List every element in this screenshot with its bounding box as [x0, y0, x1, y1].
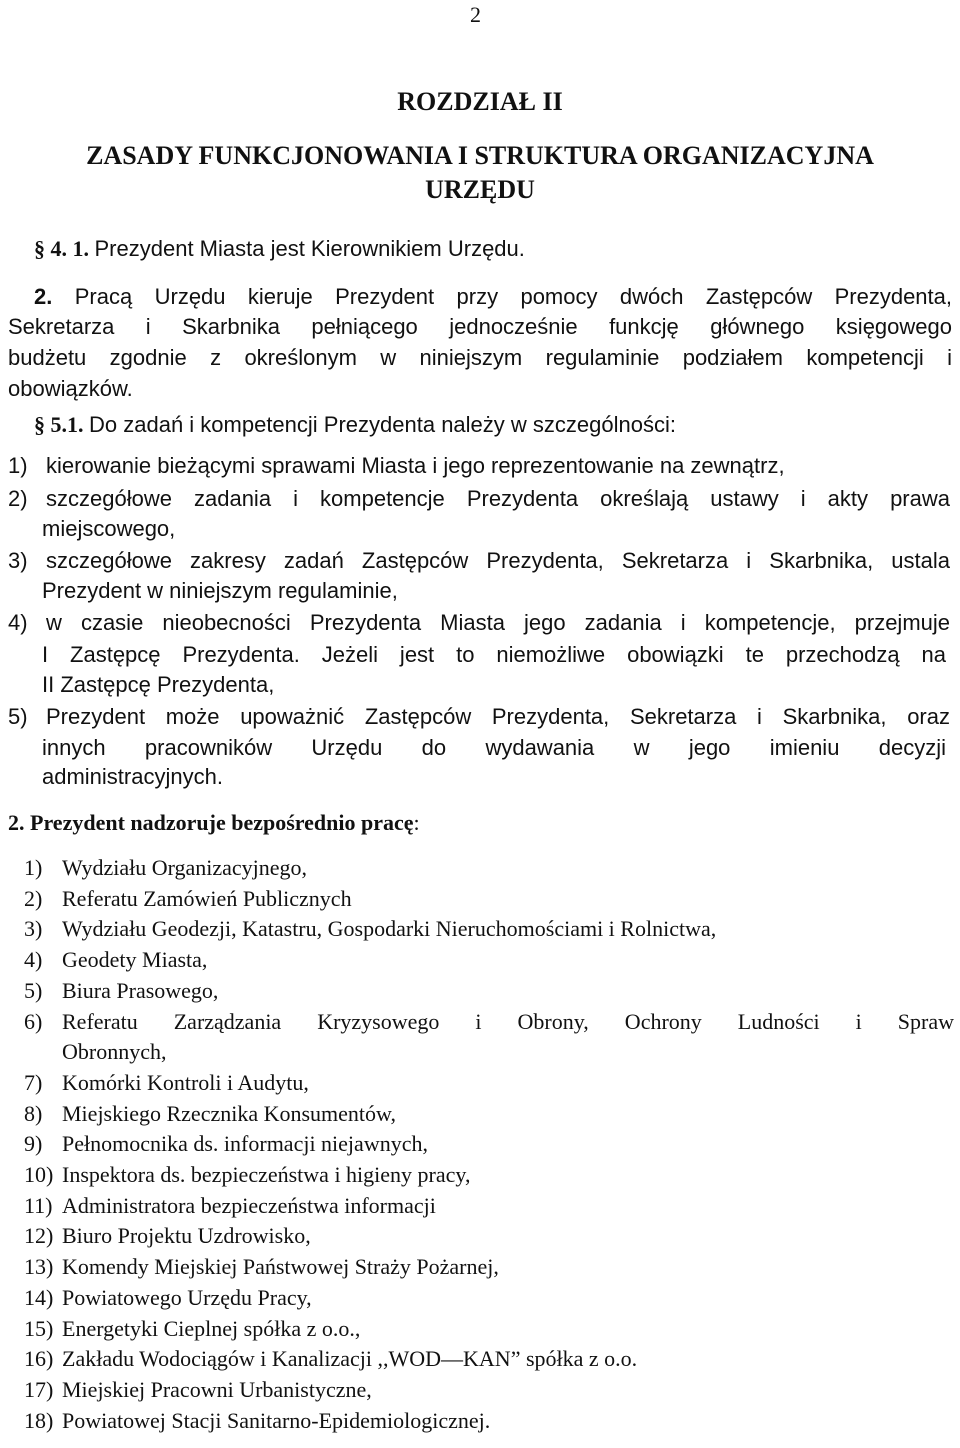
- supervised-unit-text: Inspektora ds. bezpieczeństwa i higieny pracy,: [62, 1162, 471, 1187]
- supervised-unit-number: 18): [24, 1408, 54, 1433]
- duty-item-2-text1: szczegółowe zadania i kompetencje Prezydenta określają ustawy i akty prawa: [46, 486, 950, 511]
- supervised-unit-text: Biuro Projektu Uzdrowisko,: [62, 1223, 311, 1248]
- supervised-unit-text: Energetyki Cieplnej spółka z o.o.,: [62, 1316, 361, 1341]
- section-4-point-2-line4: obowiązków.: [8, 376, 133, 401]
- duty-item-4-text1: w czasie nieobecności Prezydenta Miasta jego zadania i kompetencje, przejmuje: [46, 610, 950, 635]
- supervised-unit-number: 12): [24, 1223, 54, 1248]
- section-4-point-1-text: Prezydent Miasta jest Kierownikiem Urzędu.: [94, 236, 525, 261]
- supervised-unit-text: Biura Prasowego,: [62, 978, 219, 1003]
- section-4-point-1: [34, 234, 525, 264]
- section-5-point-2-number: 2.: [8, 810, 25, 835]
- supervised-unit: [24, 1406, 490, 1436]
- supervised-unit: [24, 1191, 436, 1221]
- duty-item-3: [8, 546, 950, 576]
- supervised-unit-text: Obronnych,: [62, 1039, 167, 1064]
- supervised-unit: [24, 914, 716, 944]
- supervised-unit: [24, 1314, 360, 1344]
- duty-item-2: [8, 484, 952, 514]
- supervised-unit: [24, 1252, 499, 1282]
- supervised-unit-number: 11): [24, 1193, 53, 1218]
- duty-item-2-number: 2): [8, 486, 28, 511]
- supervised-unit: [24, 945, 207, 975]
- supervised-unit-number: 7): [24, 1070, 43, 1095]
- supervised-unit: [24, 1129, 428, 1159]
- supervised-unit: [24, 1099, 396, 1129]
- duty-item-5-text1: Prezydent może upoważnić Zastępców Prezydenta, Sekretarza i Skarbnika, oraz: [46, 704, 950, 729]
- supervised-unit-text: Miejskiej Pracowni Urbanistyczne,: [62, 1377, 372, 1402]
- supervised-unit: [24, 1283, 312, 1313]
- section-5-point-2-colon: :: [413, 810, 420, 835]
- duty-item-5: [8, 702, 950, 732]
- chapter-title: ROZDZIAŁ II: [397, 87, 563, 116]
- supervised-unit-text: Komórki Kontroli i Audytu,: [62, 1070, 309, 1095]
- supervised-unit-number: 4): [24, 947, 43, 972]
- supervised-unit: [24, 1344, 637, 1374]
- duty-item-4: [8, 608, 950, 638]
- section-4-marker: § 4. 1.: [34, 236, 89, 261]
- supervised-unit-number: 8): [24, 1101, 43, 1126]
- supervised-unit: [24, 1160, 470, 1190]
- chapter-subtitle-line2: URZĘDU: [425, 175, 535, 204]
- supervised-unit-continuation: [24, 1037, 166, 1067]
- page-number: 2: [470, 2, 481, 27]
- supervised-unit: [24, 884, 352, 914]
- section-5-intro: Do zadań i kompetencji Prezydenta należy w szczególności:: [89, 412, 676, 437]
- supervised-unit-number: 15): [24, 1316, 54, 1341]
- supervised-unit-number: 6): [24, 1009, 43, 1034]
- section-4-point-2-number: 2.: [34, 284, 53, 309]
- supervised-unit-text: Komendy Miejskiej Państwowej Straży Pożarnej,: [62, 1254, 499, 1279]
- section-4-point-2-line2: Sekretarza i Skarbnika pełniącego jednocześnie funkcję głównego księgowego: [8, 314, 952, 339]
- section-5-marker: § 5.1.: [34, 412, 84, 437]
- duty-item-4-text3: II Zastępcę Prezydenta,: [42, 672, 275, 697]
- duty-item-5-number: 5): [8, 704, 28, 729]
- supervised-unit: [24, 1068, 309, 1098]
- supervised-unit-number: 14): [24, 1285, 54, 1310]
- supervised-unit-text: Wydziału Geodezji, Katastru, Gospodarki Nieruchomościami i Rolnictwa,: [62, 916, 717, 941]
- supervised-unit-number: 13): [24, 1254, 54, 1279]
- supervised-unit-text: Geodety Miasta,: [62, 947, 208, 972]
- supervised-unit-text: Miejskiego Rzecznika Konsumentów,: [62, 1101, 396, 1126]
- duty-item-4-text2: I Zastępcę Prezydenta. Jeżeli jest to niemożliwe obowiązki te przechodzą na: [42, 642, 946, 667]
- supervised-unit-text: Powiatowej Stacji Sanitarno-Epidemiologicznej.: [62, 1408, 491, 1433]
- duty-item-1-number: 1): [8, 453, 28, 478]
- duty-item-5-text3: administracyjnych.: [42, 764, 223, 789]
- duty-item-2-text2: miejscowego,: [42, 516, 176, 541]
- section-4-point-2-text1: Pracą Urzędu kieruje Prezydent przy pomocy dwóch Zastępców Prezydenta,: [74, 284, 952, 309]
- supervised-unit-number: 2): [24, 886, 43, 911]
- supervised-unit: [24, 1007, 954, 1037]
- supervised-unit-number: 1): [24, 855, 43, 880]
- chapter-subtitle-line1: ZASADY FUNKCJONOWANIA I STRUKTURA ORGANIZACYJNA: [86, 141, 874, 170]
- section-5-point-1: [34, 410, 676, 440]
- supervised-unit-text: Pełnomocnika ds. informacji niejawnych,: [62, 1131, 428, 1156]
- supervised-unit: [24, 1221, 311, 1251]
- supervised-unit-text: Referatu Zarządzania Kryzysowego i Obrony, Ochrony Ludności i Spraw: [62, 1009, 954, 1034]
- supervised-unit: [24, 1375, 372, 1405]
- supervised-unit-text: Powiatowego Urzędu Pracy,: [62, 1285, 312, 1310]
- supervised-unit-number: 10): [24, 1162, 54, 1187]
- duty-item-3-text1: szczegółowe zakresy zadań Zastępców Prezydenta, Sekretarza i Skarbnika, ustala: [46, 548, 950, 573]
- supervised-unit-text: Zakładu Wodociągów i Kanalizacji ,,WOD—KAN” spółka z o.o.: [62, 1346, 638, 1371]
- duty-item-3-number: 3): [8, 548, 28, 573]
- section-5-point-2: [8, 808, 420, 838]
- supervised-unit: [24, 853, 307, 883]
- section-4-point-2-line3: budżetu zgodnie z określonym w niniejszym regulaminie podziałem kompetencji i: [8, 345, 952, 370]
- section-5-point-2-heading: Prezydent nadzoruje bezpośrednio pracę: [30, 810, 414, 835]
- supervised-unit: [24, 976, 218, 1006]
- duty-item-5-text2: innych pracowników Urzędu do wydawania w jego imieniu decyzji: [42, 735, 946, 760]
- duty-item-4-number: 4): [8, 610, 28, 635]
- duty-item-1: [8, 451, 785, 481]
- supervised-unit-number: 3): [24, 916, 43, 941]
- supervised-unit-number: 17): [24, 1377, 54, 1402]
- duty-item-1-text: kierowanie bieżącymi sprawami Miasta i jego reprezentowanie na zewnątrz,: [46, 453, 785, 478]
- supervised-unit-text: Wydziału Organizacyjnego,: [62, 855, 308, 880]
- supervised-unit-text: Referatu Zamówień Publicznych: [62, 886, 352, 911]
- supervised-unit-number: 16): [24, 1346, 54, 1371]
- duty-item-3-text2: Prezydent w niniejszym regulaminie,: [42, 578, 398, 603]
- section-4-point-2-line1: [34, 282, 952, 312]
- supervised-unit-number: 5): [24, 978, 43, 1003]
- supervised-unit-text: Administratora bezpieczeństwa informacji: [62, 1193, 436, 1218]
- supervised-unit-number: 9): [24, 1131, 43, 1156]
